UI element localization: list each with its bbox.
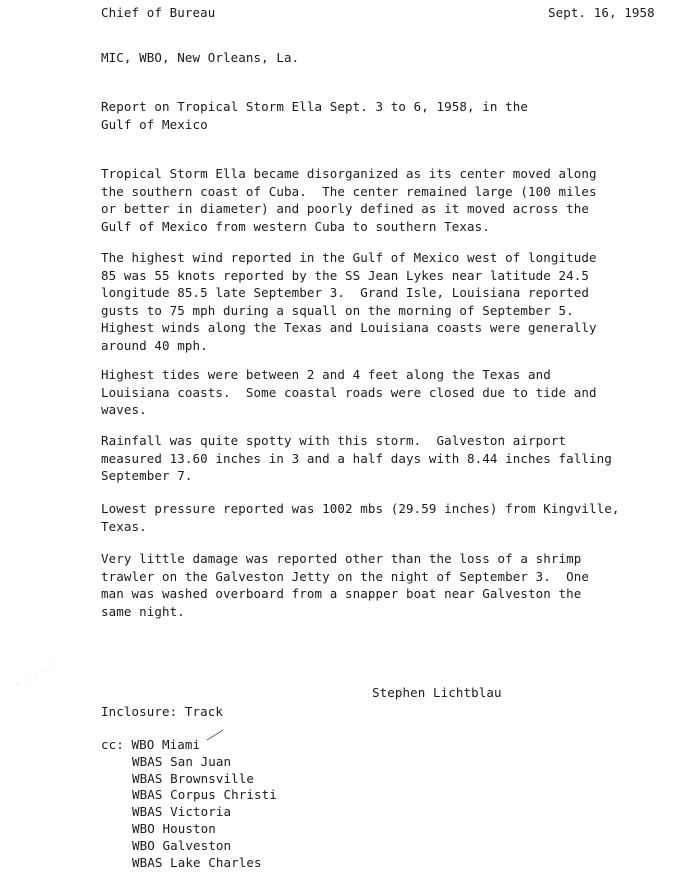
addressee: Chief of Bureau (101, 5, 216, 20)
cc-recipient: WBO Houston (132, 820, 216, 836)
text-line: trawler on the Galveston Jetty on the night of September 3. One (101, 568, 590, 584)
scan-speckle (14, 660, 59, 690)
text-line: Highest winds along the Texas and Louisiana coasts were generally (101, 320, 597, 335)
paragraph-tides (101, 366, 666, 419)
text-line: or better in diameter) and poorly defined as it moved across the (101, 201, 590, 216)
paragraph-overview (101, 165, 666, 235)
inclosure-note: Inclosure: Track (101, 704, 224, 719)
text-line: The highest wind reported in the Gulf of Mexico west of longitude (101, 250, 597, 265)
paragraph-winds (101, 249, 666, 354)
text-line: Gulf of Mexico from western Cuba to southern Texas. (101, 218, 490, 234)
sender-office: MIC, WBO, New Orleans, La. (101, 50, 300, 65)
text-line: same night. (101, 603, 185, 619)
text-line: gusts to 75 mph during a squall on the morning of September 5. (101, 302, 574, 318)
text-line: Highest tides were between 2 and 4 feet along the Texas and (101, 367, 551, 382)
cc-recipient: WBO Galveston (132, 837, 232, 853)
text-line: man was washed overboard from a snapper boat near Galveston the (101, 586, 582, 601)
cc-recipient: WBAS San Juan (132, 753, 232, 769)
text-line: Very little damage was reported other than the loss of a shrimp (101, 551, 582, 566)
paragraph-rainfall (101, 432, 666, 485)
text-line: Rainfall was quite spotty with this storm. Galveston airport (101, 433, 567, 448)
text-line: 85 was 55 knots reported by the SS Jean Lykes near latitude 24.5 (101, 267, 590, 283)
text-line: Lowest pressure reported was 1002 mbs (29.59 inches) from Kingville, (101, 501, 620, 516)
cc-recipient: WBAS Brownsville (132, 770, 255, 786)
text-line: Tropical Storm Ella became disorganized as its center moved along (101, 166, 597, 181)
cc-recipient: WBAS Victoria (132, 804, 232, 820)
cc-recipient: WBAS Corpus Christi (132, 787, 277, 803)
signature-name: Stephen Lichtblau (372, 685, 502, 700)
text-line: September 7. (101, 468, 193, 483)
text-line: longitude 85.5 late September 3. Grand Isle, Louisiana reported (101, 285, 590, 300)
text-line: Louisiana coasts. Some coastal roads were closed due to tide and (101, 384, 597, 400)
text-line: waves. (101, 402, 147, 417)
subject-line: Report on Tropical Storm Ella Sept. 3 to 6, 1958, in the (101, 99, 529, 114)
cc-list (101, 737, 277, 871)
text-line: around 40 mph. (101, 337, 208, 353)
paragraph-damage (101, 550, 666, 620)
text-line: the southern coast of Cuba. The center remained large (100 miles (101, 183, 597, 199)
memo-date: Sept. 16, 1958 (548, 5, 655, 20)
cc-recipient: cc: WBO Miami (101, 737, 201, 752)
subject-line: Gulf of Mexico (101, 116, 208, 132)
cc-recipient: WBAS Lake Charles (132, 854, 262, 870)
text-line: Texas. (101, 518, 147, 534)
text-line: measured 13.60 inches in 3 and a half days with 8.44 inches falling (101, 450, 612, 466)
subject (101, 98, 666, 133)
paragraph-pressure (101, 500, 666, 535)
